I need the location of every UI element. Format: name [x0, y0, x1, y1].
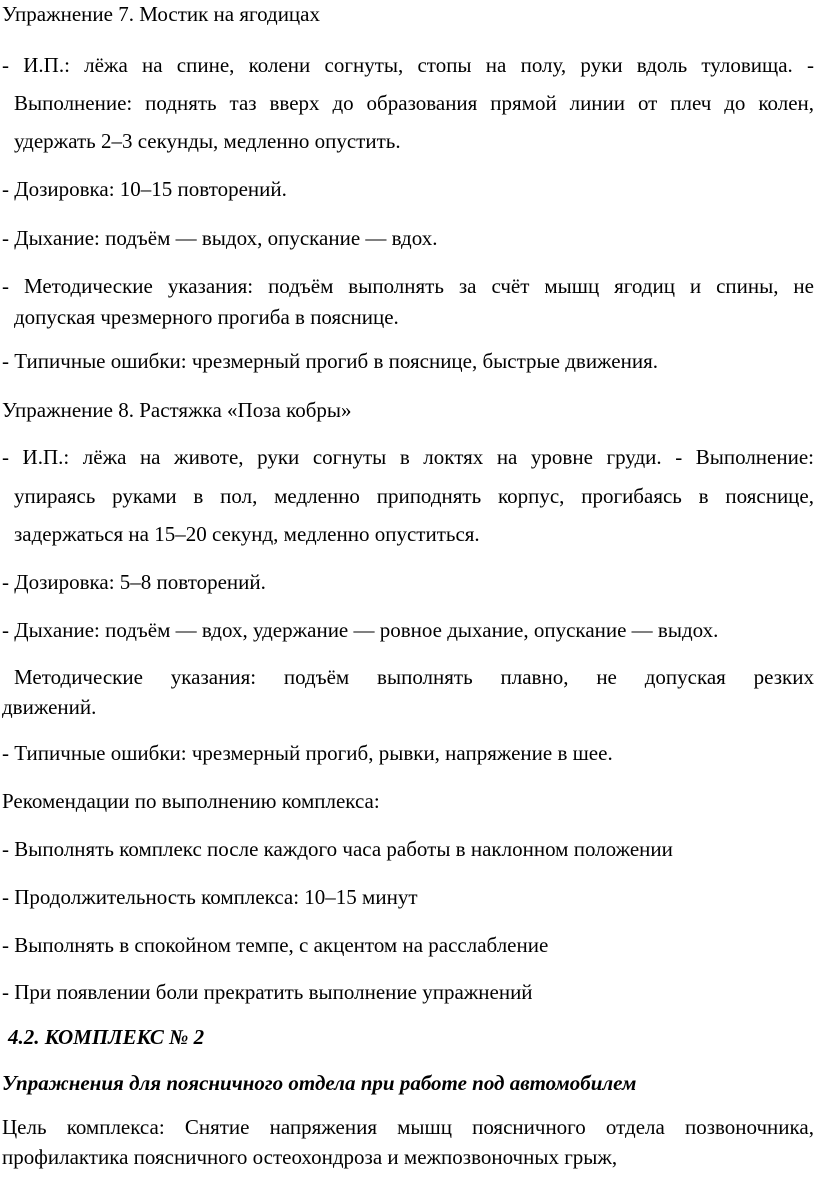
recommendation-item: - Выполнять комплекс после каждого часа работы в наклонном положении	[2, 837, 673, 861]
exercise-8-dosage: - Дозировка: 5–8 повторений.	[2, 570, 266, 594]
section-heading: 4.2. КОМПЛЕКС № 2	[8, 1025, 205, 1049]
exercise-7-guidance: - Методические указания: подъём выполнять за счёт мышц ягодиц и спины, не	[2, 274, 814, 298]
exercise-8-start-position: - И.П.: лёжа на животе, руки согнуты в локтях на уровне груди. - Выполнение:	[2, 445, 814, 469]
exercise-7-start-position: - И.П.: лёжа на спине, колени согнуты, стопы на полу, руки вдоль туловища. -	[2, 53, 814, 77]
exercise-7-errors: - Типичные ошибки: чрезмерный прогиб в пояснице, быстрые движения.	[2, 349, 658, 373]
exercise-7-breathing: - Дыхание: подъём — выдох, опускание — вдох.	[2, 226, 438, 250]
exercise-7-execution-cont: удержать 2–3 секунды, медленно опустить.	[14, 129, 401, 153]
exercise-8-execution: упираясь руками в пол, медленно приподнять корпус, прогибаясь в пояснице,	[14, 484, 814, 508]
exercise-8-title: Упражнение 8. Растяжка «Поза кобры»	[2, 398, 352, 422]
complex-goal-cont: профилактика поясничного остеохондроза и межпозвоночных грыж,	[2, 1145, 618, 1169]
recommendations-heading: Рекомендации по выполнению комплекса:	[2, 789, 380, 813]
complex-goal: Цель комплекса: Снятие напряжения мышц поясничного отдела позвоночника,	[2, 1115, 814, 1139]
exercise-7-execution: Выполнение: поднять таз вверх до образования прямой линии от плеч до колен,	[14, 91, 814, 115]
exercise-8-breathing: - Дыхание: подъём — вдох, удержание — ровное дыхание, опускание — выдох.	[2, 618, 719, 642]
recommendation-item: - Выполнять в спокойном темпе, с акцентом на расслабление	[2, 933, 549, 957]
exercise-7-guidance-cont: допуская чрезмерного прогиба в пояснице.	[14, 305, 399, 329]
recommendation-item: - Продолжительность комплекса: 10–15 минут	[2, 885, 418, 909]
exercise-8-execution-cont: задержаться на 15–20 секунд, медленно опуститься.	[14, 522, 480, 546]
section-subheading: Упражнения для поясничного отдела при работе под автомобилем	[2, 1071, 637, 1095]
exercise-8-guidance: Методические указания: подъём выполнять плавно, не допуская резких	[14, 665, 814, 689]
exercise-8-errors: - Типичные ошибки: чрезмерный прогиб, рывки, напряжение в шее.	[2, 741, 613, 765]
exercise-8-guidance-cont: движений.	[2, 695, 97, 719]
exercise-7-dosage: - Дозировка: 10–15 повторений.	[2, 177, 287, 201]
exercise-7-title: Упражнение 7. Мостик на ягодицах	[2, 2, 320, 26]
recommendation-item: - При появлении боли прекратить выполнение упражнений	[2, 980, 533, 1004]
